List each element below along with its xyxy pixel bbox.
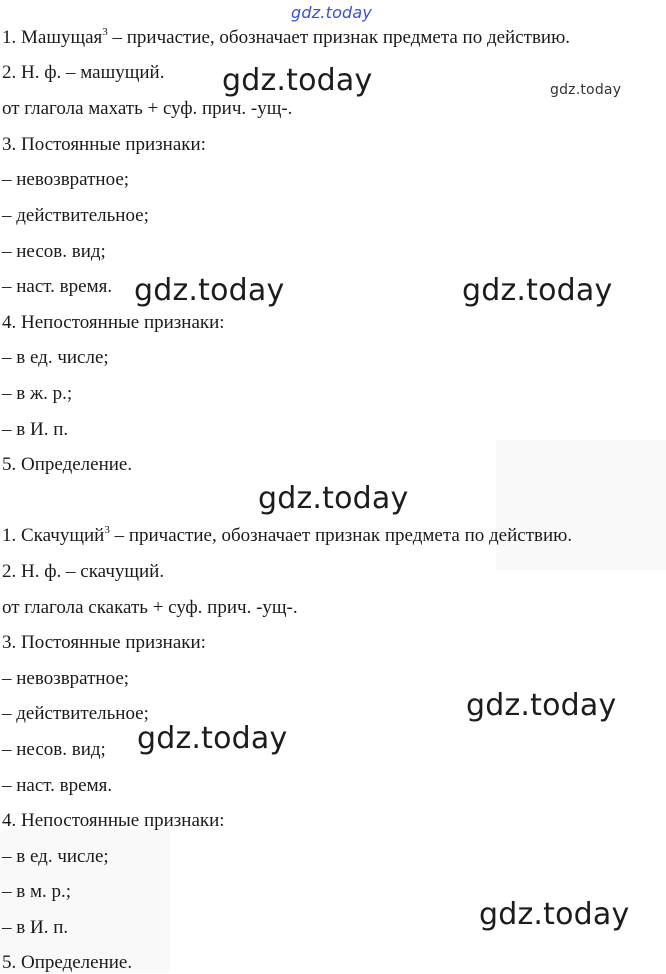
- entry2-line9: 4. Непостоянные признаки:: [2, 810, 225, 831]
- watermark: gdz.today: [466, 688, 617, 723]
- entry2-line1: 1. Скачущий$^3$ – причастие, обозначает признак предмета по действию.: [2, 524, 573, 546]
- watermark: gdz.today: [258, 481, 409, 516]
- entry2-line10: – в ед. числе;: [2, 846, 109, 867]
- watermark: gdz.today: [137, 721, 288, 756]
- entry2-line11: – в м. р.;: [2, 881, 72, 902]
- entry2-line5: – невозвратное;: [2, 668, 130, 689]
- entry1-line5: – невозвратное;: [2, 169, 130, 190]
- entry1-line3: от глагола махать + суф. прич. -ущ-.: [2, 98, 293, 119]
- entry2-line8: – наст. время.: [2, 775, 113, 796]
- entry2-line7: – несов. вид;: [2, 739, 106, 760]
- entry1-line11: – в ж. р.;: [2, 383, 73, 404]
- entry1-line7: – несов. вид;: [2, 241, 106, 262]
- entry2-line4: 3. Постоянные признаки:: [2, 632, 206, 653]
- footnote-marker: 3: [104, 524, 110, 536]
- entry1-line13: 5. Определение.: [2, 454, 133, 475]
- entry2-line6: – действительное;: [2, 703, 149, 724]
- entry1-line8: – наст. время.: [2, 276, 113, 297]
- entry1-line9: 4. Непостоянные признаки:: [2, 312, 225, 333]
- entry1-line4: 3. Постоянные признаки:: [2, 134, 206, 155]
- watermark: gdz.today: [222, 63, 373, 98]
- entry1-line2: 2. Н. ф. – машущий.: [2, 62, 165, 83]
- entry1-line10: – в ед. числе;: [2, 347, 109, 368]
- watermark: gdz.today: [462, 273, 613, 308]
- entry2-line3: от глагола скакать + суф. прич. -ущ-.: [2, 597, 298, 618]
- entry2-line13: 5. Определение.: [2, 952, 133, 973]
- watermark-top: gdz.today: [291, 3, 373, 22]
- entry1-line12: – в И. п.: [2, 419, 69, 440]
- scan-fade-right: [496, 440, 666, 570]
- watermark-small: gdz.today: [550, 82, 622, 98]
- watermark: gdz.today: [479, 897, 630, 932]
- footnote-marker: 3: [102, 26, 108, 38]
- watermark: gdz.today: [134, 273, 285, 308]
- entry2-line12: – в И. п.: [2, 917, 69, 938]
- entry1-line1: 1. Машущая$^3$ – причастие, обозначает признак предмета по действию.: [2, 26, 571, 48]
- entry2-line2: 2. Н. ф. – скачущий.: [2, 561, 165, 582]
- entry1-line6: – действительное;: [2, 205, 149, 226]
